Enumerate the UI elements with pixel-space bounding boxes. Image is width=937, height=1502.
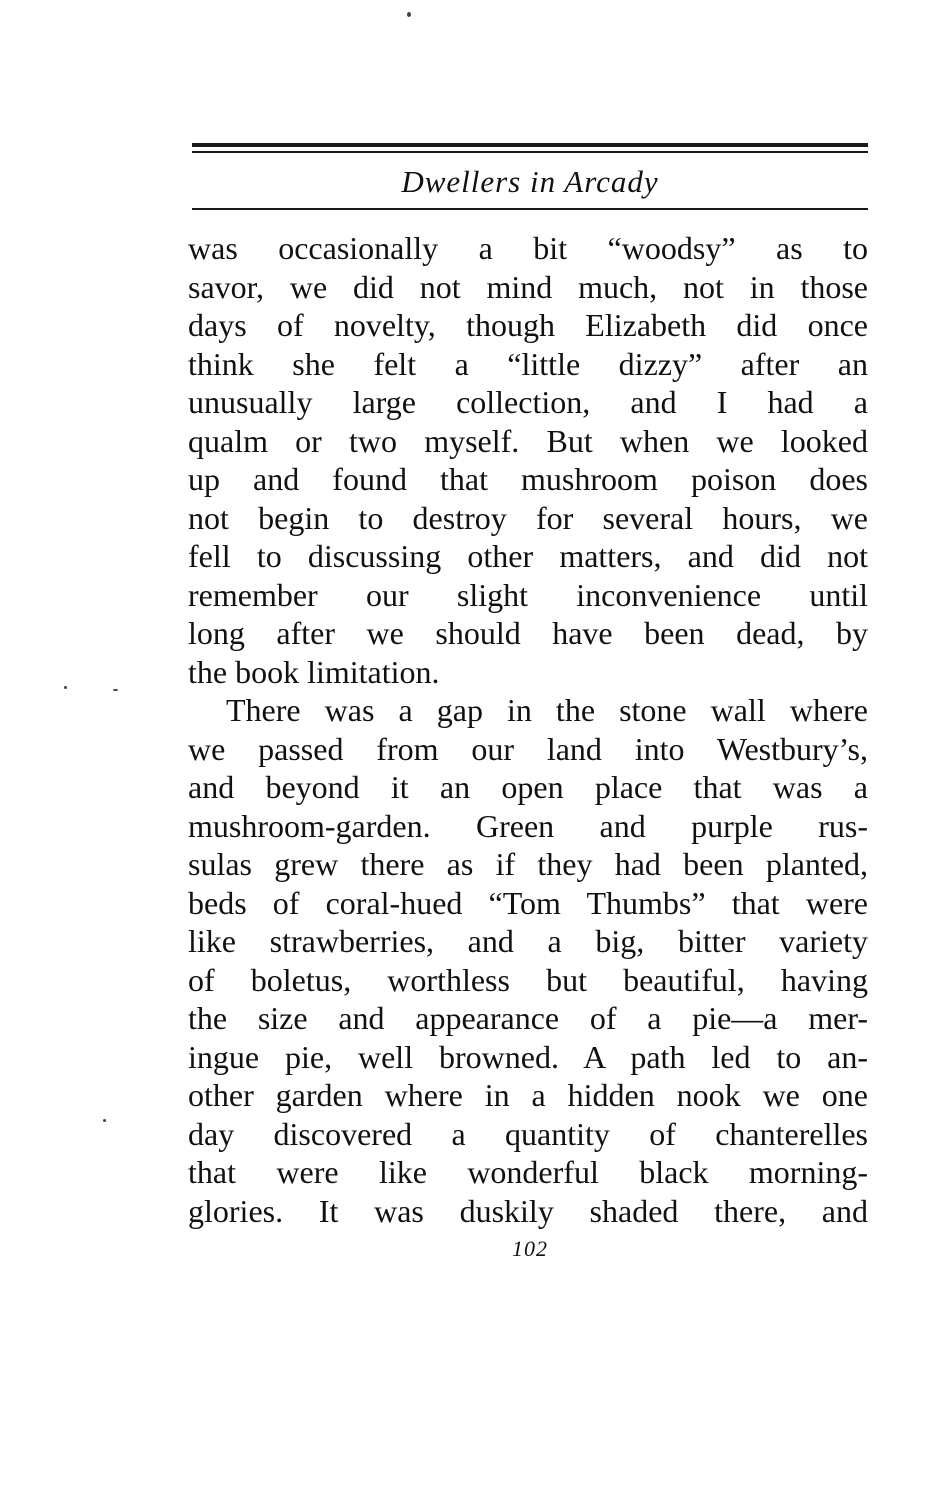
text-line: glories. It was duskily shaded there, and (188, 1192, 868, 1229)
header-rule-thin (192, 151, 868, 153)
print-speck (64, 686, 67, 689)
page-number: 102 (512, 1236, 548, 1261)
text-line: remember our slight inconvenience until (188, 576, 868, 613)
text-line: that were like wonderful black morning- (188, 1154, 868, 1190)
text-line: ingue pie, well browned. A path led to an- (188, 1038, 868, 1075)
print-speck (113, 689, 118, 691)
text-line: sulas grew there as if they had been planted, (188, 846, 868, 882)
text-line: There was a gap in the stone wall where (226, 692, 868, 728)
text-line: think she felt a “little dizzy” after an (188, 345, 868, 382)
text-line: we passed from our land into Westbury’s, (188, 730, 868, 767)
text-line: day discovered a quantity of chanterelles (188, 1115, 868, 1152)
text-line: like strawberries, and a big, bitter variety (188, 923, 868, 959)
text-line: other garden where in a hidden nook we one (188, 1077, 868, 1113)
running-head-title: Dwellers in Arcady (401, 164, 659, 199)
print-speck (407, 12, 411, 17)
text-line: and beyond it an open place that was a (188, 769, 868, 805)
text-line: long after we should have been dead, by (188, 615, 868, 651)
text-line: up and found that mushroom poison does (188, 461, 868, 497)
text-line: fell to discussing other matters, and did not (188, 538, 868, 574)
header-rule-bottom (192, 208, 868, 210)
header-rule-thick (192, 143, 868, 147)
text-line: not begin to destroy for several hours, we (188, 499, 868, 536)
paragraph (188, 691, 868, 1230)
text-line: qualm or two myself. But when we looked (188, 422, 868, 459)
paragraph (188, 229, 868, 691)
print-speck (103, 1119, 106, 1122)
text-line: the size and appearance of a pie—a mer- (188, 1000, 868, 1036)
text-line: days of novelty, though Elizabeth did once (188, 307, 868, 343)
text-line: savor, we did not mind much, not in those (188, 268, 868, 305)
text-line: was occasionally a bit “woodsy” as to (188, 230, 868, 266)
text-line: the book limitation. (188, 653, 440, 690)
text-line: of boletus, worthless but beautiful, having (188, 961, 868, 998)
body-text (188, 229, 868, 1230)
text-line: mushroom-garden. Green and purple rus- (188, 807, 868, 844)
text-line: beds of coral-hued “Tom Thumbs” that were (188, 884, 868, 921)
text-line: unusually large collection, and I had a (188, 384, 868, 420)
